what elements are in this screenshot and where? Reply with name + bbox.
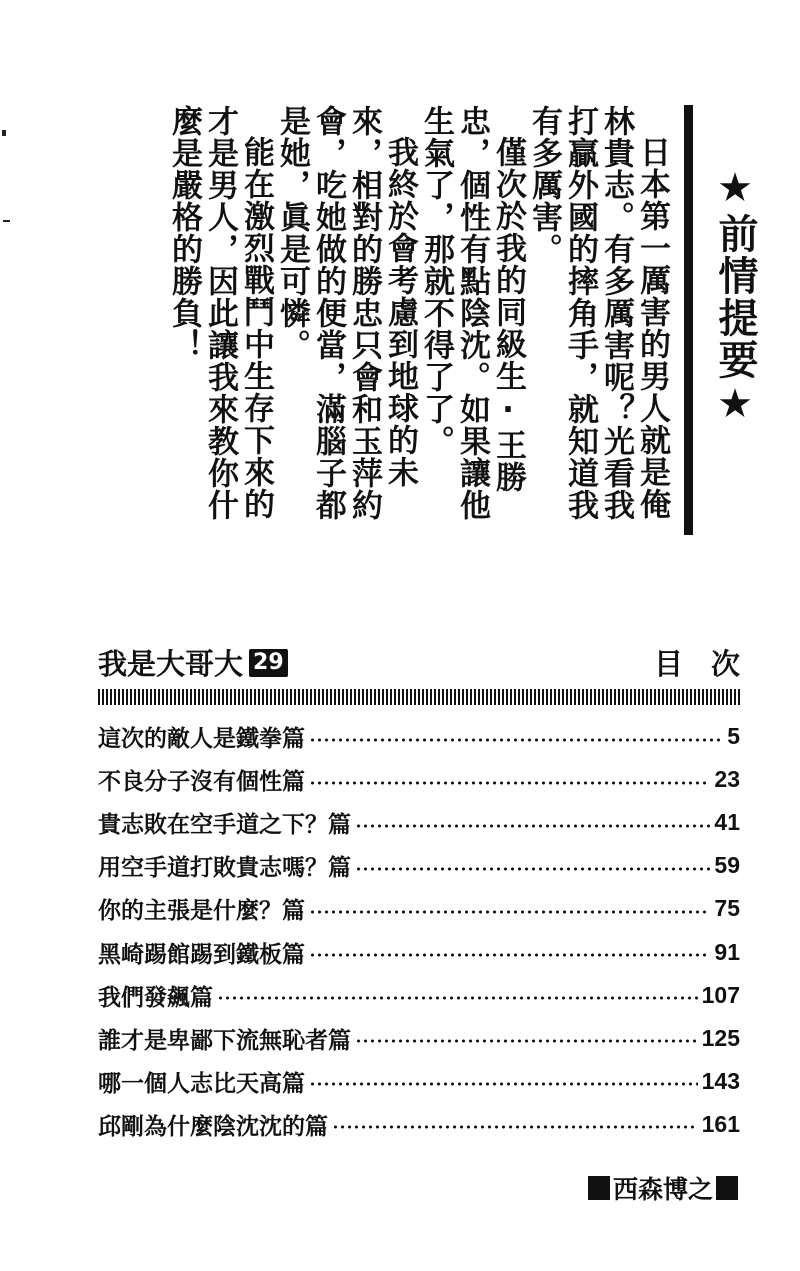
chapter-row <box>98 887 740 930</box>
chapter-title: 誰才是卑鄙下流無恥者篇 <box>98 1027 351 1054</box>
contents-header <box>98 643 768 683</box>
chapter-title: 邱剛為什麼陰沈沈的篇 <box>98 1113 328 1140</box>
synopsis-section <box>166 105 758 535</box>
series-title <box>98 642 288 683</box>
chapter-row <box>98 801 740 844</box>
synopsis-divider <box>684 105 693 535</box>
chapter-title: 不良分子沒有個性篇 <box>98 769 305 796</box>
chapter-page: 107 <box>701 981 740 1008</box>
chapter-page: 23 <box>714 766 740 793</box>
chapter-page: 5 <box>727 723 740 750</box>
author-block-left <box>588 1176 610 1200</box>
chapter-page: 41 <box>714 809 740 836</box>
chapter-title: 黑崎踢館踢到鐵板篇 <box>98 941 305 968</box>
contents-section <box>98 643 768 1146</box>
synopsis-body <box>166 105 670 535</box>
contents-label: 目次 <box>653 647 768 681</box>
synopsis-heading-column <box>712 105 758 535</box>
chapter-row <box>98 974 740 1017</box>
header-tick-rule <box>98 689 740 705</box>
chapter-title: 你的主張是什麼？篇 <box>98 898 305 925</box>
chapter-page: 91 <box>714 938 740 965</box>
chapter-row <box>98 930 740 973</box>
chapter-page: 125 <box>701 1024 740 1051</box>
dot-leader <box>355 1039 698 1043</box>
chapter-title: 這次的敵人是鐵拳篇 <box>98 726 305 753</box>
chapter-title: 哪一個人志比天高篇 <box>98 1070 305 1097</box>
author-block-right <box>716 1176 738 1200</box>
margin-speck <box>3 220 10 222</box>
chapter-list <box>98 715 740 1146</box>
chapter-row <box>98 1060 740 1103</box>
series-title-text: 我是大哥大 <box>98 647 244 681</box>
synopsis-paragraph: 能在激烈戰鬥中生存下來的才是男人，因此讓我來教你什麼是嚴格的勝負！ <box>166 105 274 521</box>
chapter-row <box>98 715 740 758</box>
synopsis-heading: ★前情提要★ <box>712 165 758 429</box>
dot-leader <box>309 1082 698 1086</box>
dot-leader <box>217 996 698 1000</box>
chapter-title: 用空手道打敗貴志嗎？篇 <box>98 855 351 882</box>
chapter-row <box>98 1103 740 1146</box>
chapter-page: 59 <box>714 852 740 879</box>
dot-leader <box>332 1125 698 1129</box>
chapter-row <box>98 1017 740 1060</box>
dot-leader <box>355 824 710 828</box>
synopsis-paragraph: 僅次於我的同級生‧王勝忠，個性有點陰沈。如果讓他生氣了，那就不得了了。 <box>418 105 526 521</box>
author-credit <box>588 1170 738 1206</box>
volume-badge: 29 <box>249 649 288 677</box>
chapter-title: 貴志敗在空手道之下？篇 <box>98 812 351 839</box>
chapter-row <box>98 844 740 887</box>
dot-leader <box>309 910 710 914</box>
margin-speck <box>2 130 6 136</box>
chapter-title: 我們發飆篇 <box>98 984 213 1011</box>
dot-leader <box>309 781 710 785</box>
chapter-row <box>98 758 740 801</box>
chapter-page: 75 <box>714 895 740 922</box>
dot-leader <box>309 738 723 742</box>
dot-leader <box>309 953 710 957</box>
author-name: 西森博之 <box>612 1175 713 1204</box>
synopsis-paragraph: 日本第一厲害的男人就是俺林貴志。有多厲害呢？光看我打贏外國的摔角手，就知道我有多厲害。 <box>526 105 670 521</box>
chapter-page: 161 <box>701 1110 740 1137</box>
dot-leader <box>355 867 710 871</box>
chapter-page: 143 <box>701 1067 740 1094</box>
synopsis-paragraph: 我終於會考慮到地球的未來，相對的勝忠只會和玉萍約會，吃她做的便當，滿腦子都是她，眞是可憐。 <box>274 105 418 521</box>
